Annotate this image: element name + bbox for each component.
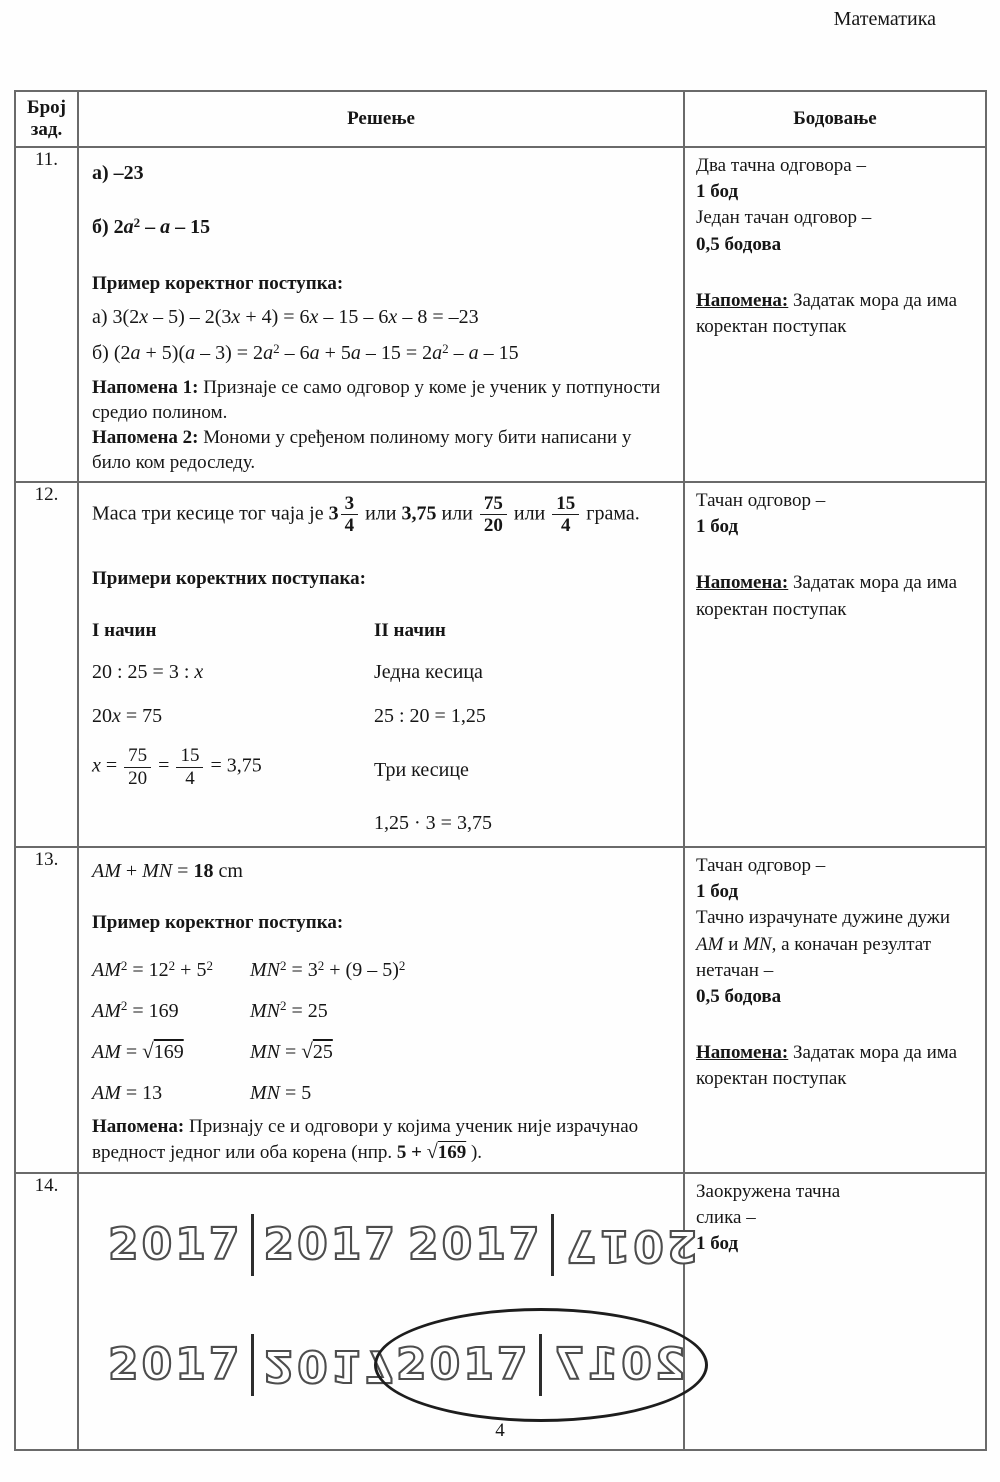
equation-a: а) 3(2x – 5) – 2(3x + 4) = 6x – 15 – 6x – 8 = –23 <box>92 305 479 328</box>
year-digits-rotated: 2017 <box>563 1219 698 1271</box>
method-1-step: x = $\frac{75}{20}$ = $\frac{15}{4}$ = 3,75 <box>92 745 262 789</box>
year-digits-copy: 2017 <box>263 1218 398 1270</box>
scoring-line: 0,5 бодова <box>696 986 782 1008</box>
problem-number-13: 13. <box>15 847 78 1173</box>
am-step: AM = 13 <box>92 1081 163 1104</box>
year-digits: 2017 <box>108 1338 243 1390</box>
figure-options <box>92 1178 698 1396</box>
scoring-line: Тачан одговор – <box>696 854 826 876</box>
table-row-task-11 <box>15 147 986 482</box>
method-2-title: II начин <box>374 619 446 641</box>
year-digits: 2017 <box>396 1338 531 1390</box>
document-title: Математика <box>833 8 936 30</box>
method-1-step: 20 : 25 = 3 : x <box>92 660 204 683</box>
col-header-problem-number: Број зад. <box>15 91 78 147</box>
scoring-line: Тачно израчунате дужине дужи AM и MN, а коначан резултат нетачан – <box>696 907 951 981</box>
col-header-solution: Решење <box>78 91 684 147</box>
solution-cell-13 <box>78 847 684 1173</box>
figure-option-2 <box>408 1214 698 1276</box>
scoring-note: Напомена: Задатак мора да има коректан поступак <box>696 1042 958 1090</box>
am-step: $AM^2 = 169$ <box>92 998 179 1022</box>
scoring-line: Један тачан одговор – <box>696 207 872 229</box>
answer-key-table <box>14 90 987 1451</box>
problem-number-14: 14. <box>15 1173 78 1450</box>
calculation-columns <box>92 957 673 1106</box>
table-row-task-12 <box>15 482 986 847</box>
answer-a-line: а) –23 <box>92 162 144 184</box>
example-title: Пример коректног поступка: <box>92 272 344 294</box>
scoring-line: 1 бод <box>696 881 739 903</box>
scoring-line: 1 бод <box>696 516 739 538</box>
table-header-row <box>15 91 986 147</box>
page-number: 4 <box>495 1420 505 1441</box>
mn-step: MN = √25 <box>250 1039 333 1064</box>
table-row-task-14 <box>15 1173 986 1450</box>
scoring-cell-11 <box>684 147 986 482</box>
problem-number-12: 12. <box>15 482 78 847</box>
year-digits-flipped: 2017 <box>263 1339 398 1391</box>
am-step: $AM^2 = 12^2 + 5^2$ <box>92 957 213 982</box>
scoring-line: Тачан одговор – <box>696 489 826 511</box>
note-1: Напомена 1: Признаје се само одговор у коме је ученик у потпуности средио полином. <box>92 376 661 423</box>
am-step: AM = √169 <box>92 1039 184 1064</box>
scoring-note: Напомена: Задатак мора да има коректан поступак <box>696 289 958 338</box>
method-2-step: 1,25 · 3 = 3,75 <box>374 811 492 834</box>
given-line: AM + MN = 18 cm <box>92 859 243 882</box>
example-title: Пример коректног поступка: <box>92 912 344 934</box>
solution-cell-14 <box>78 1173 698 1450</box>
mn-step: MN = 5 <box>250 1081 312 1104</box>
scoring-line: слика – <box>696 1206 756 1228</box>
year-digits: 2017 <box>408 1218 543 1270</box>
method-2-column <box>374 618 673 837</box>
figure-option-1 <box>108 1214 398 1276</box>
scoring-line: Заокружена тачна <box>696 1180 841 1202</box>
divider-line <box>251 1214 254 1276</box>
divider-line <box>251 1334 254 1396</box>
am-column <box>92 957 250 1106</box>
scoring-line: 0,5 бодова <box>696 233 782 255</box>
method-1-title: I начин <box>92 619 157 641</box>
scoring-cell-14 <box>684 1173 986 1450</box>
scoring-line: 1 бод <box>696 181 739 203</box>
col-header-scoring: Бодовање <box>684 91 986 147</box>
scoring-line: Два тачна одговора – <box>696 155 866 176</box>
equation-b: б) $(2a + 5)(a - 3) = 2a^2 - 6a + 5a - 15 = 2a^2 - a - 15$ <box>92 340 519 365</box>
solution-cell-12 <box>78 482 684 847</box>
scoring-line: 1 бод <box>696 1233 739 1255</box>
problem-number-11: 11. <box>15 147 78 482</box>
method-1-column <box>92 618 374 837</box>
scoring-cell-13 <box>684 847 986 1173</box>
note: Напомена: Признају се и одговори у којима ученик није израчунао вредност једног или оба корена (нпр. 5 + √169 ). <box>92 1116 639 1164</box>
mn-column <box>250 957 673 1106</box>
mn-step: $MN^2 = 3^2 + (9 - 5)^2$ <box>250 957 406 982</box>
method-2-step: Једна кесица <box>374 660 483 683</box>
mn-step: $MN^2 = 25$ <box>250 998 328 1022</box>
table-row-task-13 <box>15 847 986 1173</box>
method-1-step: 20x = 75 <box>92 705 163 728</box>
year-digits-mirrored: 2017 <box>551 1338 686 1390</box>
note-2: Напомена 2: Мономи у сређеном полиному могу бити написани у било ком редоследу. <box>92 426 632 473</box>
methods-columns <box>92 618 673 837</box>
examples-title: Примери коректних поступака: <box>92 568 366 590</box>
answer-b-line: б) $2a^2$ – a – 15 <box>92 214 211 239</box>
answer-line: Маса три кесице тог чаја је 3 $\frac{3}{4}$ или 3,75 или $\frac{75}{20}$ или $\frac{15}{4}$ грама. <box>92 492 640 537</box>
method-2-step: Три кесице <box>374 759 469 782</box>
solution-cell-11 <box>78 147 684 482</box>
year-digits: 2017 <box>108 1218 243 1270</box>
scoring-note: Напомена: Задатак мора да има коректан поступак <box>696 572 958 620</box>
divider-line <box>551 1214 554 1276</box>
method-2-step: 25 : 20 = 1,25 <box>374 705 486 728</box>
figure-option-3 <box>108 1334 398 1396</box>
scoring-cell-12 <box>684 482 986 847</box>
figure-option-4-correct <box>396 1334 686 1396</box>
